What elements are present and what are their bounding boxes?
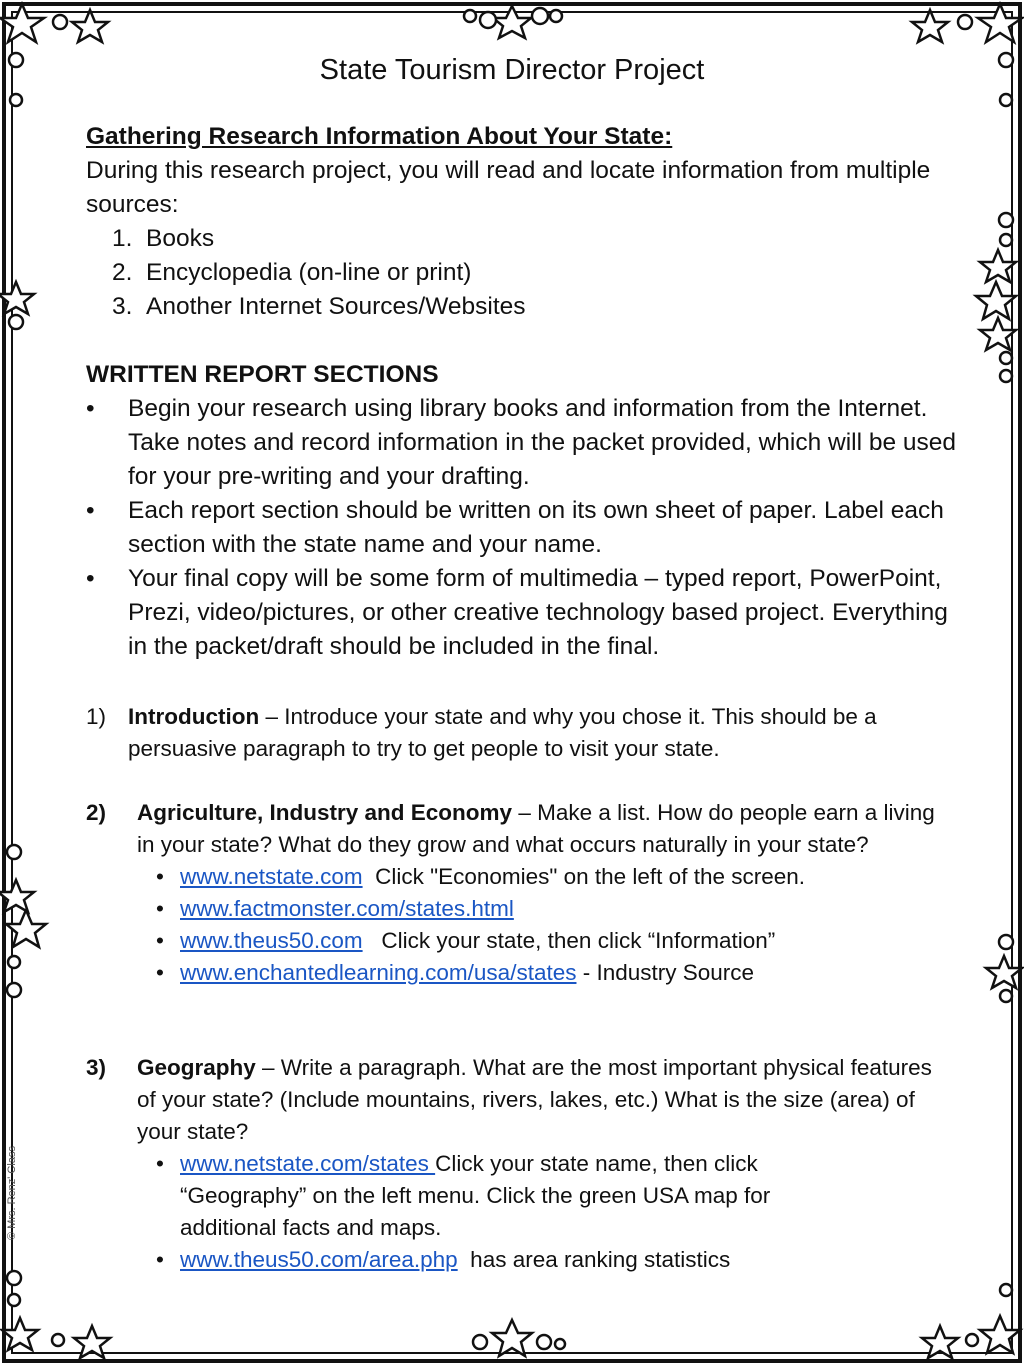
netstate-states-link[interactable]: www.netstate.com/states (180, 1151, 436, 1176)
section-name: Introduction (128, 704, 260, 729)
netstate-link[interactable]: www.netstate.com (180, 864, 363, 889)
gathering-section (86, 120, 966, 324)
list-item: 3. Another Internet Sources/Websites (112, 293, 526, 320)
list-item: 2. Encyclopedia (on-line or print) (112, 259, 472, 286)
link-item: • www.netstate.com/states Click your state name, then click “Geography” on the left menu. Click the green USA map for additional facts and maps. (156, 1151, 771, 1240)
section-name: Agriculture, Industry and Economy (137, 800, 513, 825)
star-icon (976, 282, 1016, 319)
link-item: • www.theus50.com/area.php has area ranking statistics (156, 1247, 731, 1272)
list-item: • Each report section should be written on its own sheet of paper. Label each section with the state name and your name. (86, 494, 966, 562)
star-icon (980, 250, 1016, 282)
bullet-icon: • (86, 395, 95, 422)
list-item: • Your final copy will be some form of multimedia – typed report, PowerPoint, Prezi, video/pictures, or other creative technology based project. Everything in the packet/draft should be included in the final. (86, 562, 966, 664)
bullet-icon: • (86, 497, 95, 524)
link-item: • www.factmonster.com/states.html (156, 896, 514, 921)
theus50-area-link[interactable]: www.theus50.com/area.php (180, 1247, 458, 1272)
theus50-link[interactable]: www.theus50.com (180, 928, 363, 953)
section-geography: 3) Geography – Write a paragraph. What are the most important physical features of your state? (Include mountains, rivers, lakes, etc.) What is the size (area) of your state? • www.netstate.com/states Click your state name, then click “Geography” on the left menu. Click the green USA map for additional facts and maps. • www.theus50.com/area.php has area ranking statistics (86, 1052, 956, 1276)
page-title: State Tourism Director Project (319, 54, 705, 86)
section-agriculture: 2) Agriculture, Industry and Economy – Make a list. How do people earn a living in your state? What do they grow and what occurs naturally in your state? • www.netstate.com Click "Economies" on the left of the screen. • www.factmonster.com/states.html • www.theus50.com Click your state, then click “Information” • www.enchantedlearning.com/usa/states - Industry Source (86, 797, 956, 989)
factmonster-link[interactable]: www.factmonster.com/states.html (180, 896, 514, 921)
star-icon (492, 1320, 532, 1356)
star-icon (980, 318, 1016, 350)
star-icon (986, 956, 1022, 988)
star-icon (72, 10, 108, 42)
star-icon (912, 10, 948, 42)
link-item: • www.theus50.com Click your state, then click “Information” (156, 928, 776, 953)
section-name: Geography (137, 1055, 256, 1080)
written-heading: WRITTEN REPORT SECTIONS (86, 361, 439, 388)
star-icon (2, 1318, 38, 1350)
gathering-intro: During this research project, you will read and locate information from multiple sources: (86, 157, 931, 218)
list-item: 1. Books (112, 225, 215, 252)
section-introduction: 1) Introduction – Introduce your state and why you chose it. This should be a persuasive paragraph to try to get people to visit your state. (86, 704, 877, 761)
list-item: • Begin your research using library books and information from the Internet. Take notes and record information in the packet provided, which will be used for your pre-writing and your drafting. (86, 392, 966, 494)
copyright-credit: © Mrs. Renz' Class (6, 1146, 18, 1240)
gathering-heading: Gathering Research Information About Your State: (86, 123, 673, 150)
written-report-section (86, 358, 966, 664)
star-icon (980, 1316, 1020, 1353)
link-item: • www.enchantedlearning.com/usa/states - Industry Source (156, 960, 755, 985)
star-icon (978, 4, 1022, 42)
star-icon (0, 4, 44, 42)
enchantedlearning-link[interactable]: www.enchantedlearning.com/usa/states (180, 960, 577, 985)
star-icon (493, 6, 531, 38)
bullet-icon: • (86, 565, 95, 592)
link-item: • www.netstate.com Click "Economies" on the left of the screen. (156, 864, 806, 889)
